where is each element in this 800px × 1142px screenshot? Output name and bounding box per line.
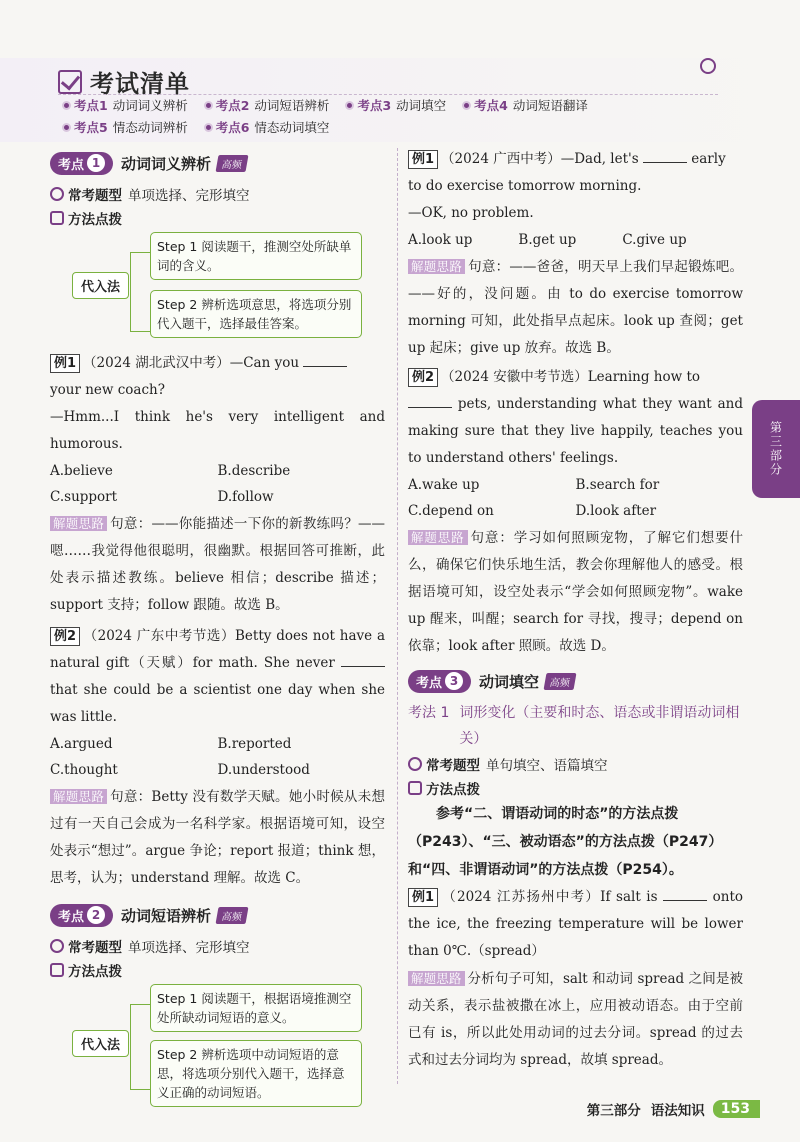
hot-badge: 高频 (544, 673, 577, 690)
example-label: 例1 (408, 888, 438, 907)
analysis-r2: 解题思路 句意：学习如何照顾宠物，了解它们想要什么，确保它们快乐地生活，教会你理解他人的感受。根据语境可知，设空处表示“学会如何照顾宠物”。wake up 醒来，叫醒；search for 寻找，搜寻；depend on 依靠；look after 照顾。故选 D。 (408, 530, 743, 654)
kaofa: 考法 1 词形变化（主要和时态、语态或非谓语动词相关） (408, 700, 743, 752)
title-rule (58, 94, 718, 95)
target-icon (408, 757, 422, 771)
step-2: Step 2 辨析选项中动词短语的意思，将选项分别代入题干，选择意义正确的动词短语。 (150, 1040, 362, 1107)
example-r1: 例1 （2024 广西中考）—Dad, let's early to do exercise tomorrow morning. —OK, no problem. (408, 151, 726, 221)
title-text: 考试清单 (90, 70, 190, 98)
connector (130, 252, 150, 332)
method-diagram (50, 984, 385, 1104)
options: A.believe B.describe C.support D.follow (50, 463, 291, 505)
answer-blank (303, 353, 347, 367)
connector (130, 1004, 150, 1090)
tags-row-2 (62, 118, 329, 136)
example-2: 例2 （2024 广东中考节选）Betty does not have a natural gift（天赋）for math. She never that she could be a scientist one day when she was little. (50, 628, 385, 725)
options: A.wake up B.search for C.depend on D.look after (408, 477, 660, 519)
pen-icon (50, 963, 64, 977)
bullet-icon (462, 101, 471, 110)
tag-5: 考点5 情态动词辨析 (62, 118, 188, 136)
answer-blank (643, 149, 687, 163)
analysis-label: 解题思路 (50, 789, 107, 804)
method-heading: 方法点拨 (50, 958, 385, 982)
pen-icon (50, 211, 64, 225)
bullet-icon (345, 101, 354, 110)
step-1: Step 1 阅读题干，推测空处所缺单词的含义。 (150, 232, 362, 280)
section-title: 动词词义辨析 (121, 154, 212, 173)
step-1: Step 1 阅读题干，根据语境推测空处所缺动词短语的意义。 (150, 984, 362, 1032)
footer-part: 第三部分 (586, 1103, 641, 1119)
options: A.look up B.get up C.give up (408, 232, 687, 248)
bullet-icon (62, 123, 71, 132)
options: A.argued B.reported C.thought D.understood (50, 736, 310, 778)
answer-blank (663, 887, 707, 901)
example-label: 例2 (50, 627, 80, 646)
analysis-r1: 解题思路 句意：——爸爸，明天早上我们早起锻炼吧。——好的，没问题。由 to do exercise tomorrow morning 可知，此处指早点起床。look up 查阅；get up 起床；give up 放弃。故选 B。 (408, 259, 743, 356)
analysis-2: 解题思路 句意：Betty 没有数学天赋。她小时候从未想过有一天自己会成为一名科学家。根据语境可知，设空处表示“想过”。argue 争论；report 报道；think 想，思考，认为；understand 理解。故选 C。 (50, 789, 385, 886)
example-r2: 例2 （2024 安徽中考节选）Learning how to pets, understanding what they want and making sure that they live happily, teaches you to understand others' feelings. (408, 369, 743, 466)
tag-4: 考点4 动词短语翻译 (462, 96, 588, 114)
page-number: 153 (713, 1100, 760, 1118)
method-heading: 方法点拨 (50, 206, 385, 230)
example-1: 例1 （2024 湖北武汉中考）—Can you your new coach? —Hmm...I think he's very intelligent and humorous. (50, 355, 385, 452)
bullet-icon (204, 101, 213, 110)
target-icon (50, 939, 64, 953)
tag-1: 考点1 动词词义辨析 (62, 96, 188, 114)
tag-6: 考点6 情态动词填空 (204, 118, 330, 136)
answer-blank (408, 394, 452, 408)
analysis-label: 解题思路 (408, 530, 468, 545)
analysis-label: 解题思路 (50, 516, 107, 531)
question-types: 常考题型 单项选择、完形填空 (50, 182, 385, 206)
side-tab: 第三部分 (752, 400, 800, 498)
analysis-label: 解题思路 (408, 259, 465, 274)
question-types: 常考题型 单句填空、语篇填空 (408, 752, 743, 776)
section-title: 动词短语辨析 (121, 906, 212, 925)
pen-icon (408, 781, 422, 795)
section-title: 动词填空 (479, 672, 540, 691)
example-label: 例2 (408, 368, 438, 387)
tag-3: 考点3 动词填空 (345, 96, 446, 114)
section-badge: 考点 2 (50, 904, 113, 927)
analysis-1: 解题思路 句意：——你能描述一下你的新教练吗？——嗯……我觉得他很聪明，很幽默。根据回答可推断，此处表示描述教练。believe 相信；describe 描述；support 支持；follow 跟随。故选 B。 (50, 516, 385, 613)
bullet-icon (204, 123, 213, 132)
method-diagram (50, 232, 385, 342)
checkbox-icon (58, 70, 82, 94)
analysis-r3: 解题思路 分析句子可知，salt 和动词 spread 之间是被动关系，表示盐被撒在冰上，应用被动语态。由于空前已有 is，所以此处用动词的过去分词。spread 的过去式和过去分词均为 spread，故填 spread。 (408, 971, 743, 1068)
method-heading: 方法点拨 (408, 776, 743, 800)
column-divider (397, 148, 398, 1084)
reference-text: 参考“二、谓语动词的时态”的方法点拨（P243）、“三、被动语态”的方法点拨（P247）和“四、非谓语动词”的方法点拨（P254）。 (408, 806, 723, 878)
pin-icon (700, 58, 716, 74)
example-label: 例1 (50, 354, 80, 373)
method-key: 代入法 (72, 1030, 129, 1057)
tag-2: 考点2 动词短语辨析 (204, 96, 330, 114)
section-3-header (408, 668, 743, 694)
kaofa-label: 考法 1 (408, 705, 450, 721)
method-key: 代入法 (72, 272, 129, 299)
right-column (408, 146, 743, 1074)
bullet-icon (62, 101, 71, 110)
analysis-label: 解题思路 (408, 971, 465, 986)
hot-badge: 高频 (216, 155, 249, 172)
hot-badge: 高频 (216, 907, 249, 924)
tags-row-1 (62, 96, 588, 114)
section-2-header (50, 902, 385, 928)
footer-name: 语法知识 (650, 1103, 705, 1119)
section-1-header (50, 150, 385, 176)
question-types: 常考题型 单项选择、完形填空 (50, 934, 385, 958)
target-icon (50, 187, 64, 201)
section-badge: 考点 1 (50, 152, 113, 175)
footer (587, 1099, 760, 1119)
left-column (50, 150, 385, 1112)
example-label: 例1 (408, 150, 438, 169)
example-r3: 例1 （2024 江苏扬州中考）If salt is onto the ice, the freezing temperature will be lower than 0℃.（spread） (408, 889, 743, 959)
section-badge: 考点 3 (408, 670, 471, 693)
step-2: Step 2 辨析选项意思，将选项分别代入题干，选择最佳答案。 (150, 290, 362, 338)
answer-blank (341, 653, 385, 667)
